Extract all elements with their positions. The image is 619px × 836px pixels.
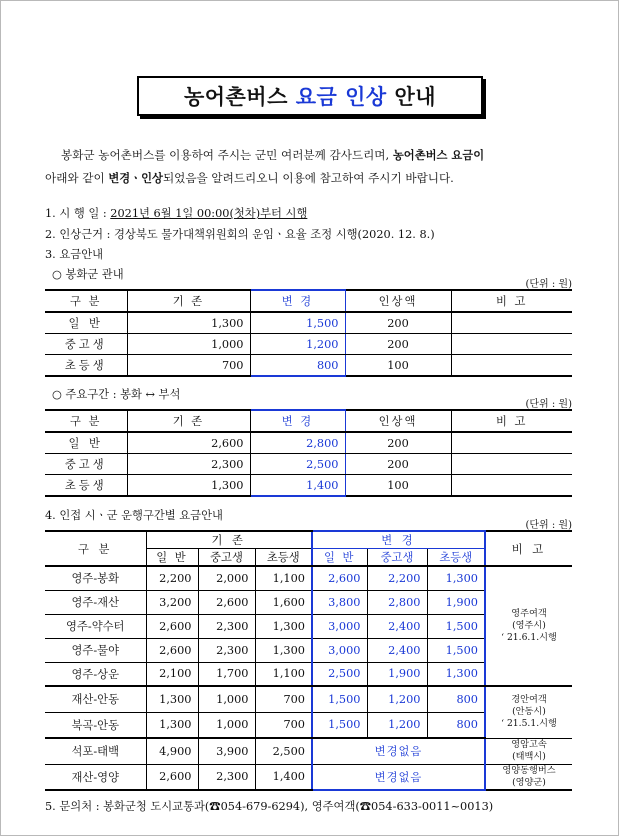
- unit-label: (단위 : 원): [525, 279, 572, 290]
- table-row: 재산-안동 1,300 1,000 700 1,500 1,200 800 경안여객 (안동시) ‘ 21.5.1.시행: [45, 686, 572, 712]
- page-title: 농어촌버스 요금 인상 안내: [137, 76, 483, 116]
- section-adjacent-routes: 4. 인접 시ㆍ군 운행구간별 요금안내: [45, 509, 223, 522]
- fare-table-adjacent: [45, 530, 572, 791]
- table-header: 구 분 기 존 변 경 인상액 비 고: [45, 410, 572, 432]
- table-row: 영주-물야 2,600 2,300 1,300 3,000 2,400 1,500: [45, 638, 572, 662]
- table-row: 영주-약수터 2,600 2,300 1,300 3,000 2,400 1,500: [45, 614, 572, 638]
- subsection-bonghwa: ○ 봉화군 관내: [52, 268, 124, 281]
- table-subheader: 일 반 중고생 초등생 일 반 중고생 초등생: [45, 549, 572, 567]
- note-taebaek: 영암고속 (태백시): [485, 738, 572, 764]
- note-andong: 경안여객 (안동시) ‘ 21.5.1.시행: [485, 686, 572, 738]
- table-header: 구 분 기 존 변 경 비 고: [45, 531, 572, 549]
- note-yeongju: 영주여객 (영주시) ‘ 21.6.1.시행: [485, 566, 572, 686]
- table-header: 구 분 기 존 변 경 인상액 비 고: [45, 290, 572, 312]
- table-row: 중고생 1,000 1,200 200: [45, 334, 572, 355]
- intro-paragraph: 봉화군 농어촌버스를 이용하여 주시는 군민 여러분께 감사드리며, 농어촌버스 요금이 아래와 같이 변경ㆍ인상되었음을 알려드리오니 이용에 참고하여 주시기 바랍니다.: [45, 148, 485, 185]
- unit-label: (단위 : 원): [525, 520, 572, 531]
- subsection-major-route: ○ 주요구간 : 봉화 ↔ 부석: [52, 388, 181, 401]
- note-yeongyang: 영양동행버스 (영양군): [485, 764, 572, 790]
- fare-table-major-route: [45, 409, 572, 497]
- table-row: 영주-재산 3,200 2,600 1,600 3,800 2,800 1,900: [45, 590, 572, 614]
- table-row: 영주-상운 2,100 1,700 1,100 2,500 1,900 1,300: [45, 662, 572, 686]
- table-row: 초등생 1,300 1,400 100: [45, 475, 572, 497]
- table-row: 석포-태백 4,900 3,900 2,500 변경없음 영암고속 (태백시): [45, 738, 572, 764]
- table-row: 북곡-안동 1,300 1,000 700 1,500 1,200 800: [45, 712, 572, 738]
- section-fare-guide: 3. 요금안내: [45, 248, 104, 261]
- contact-info: 5. 문의처 : 봉화군청 도시교통과(☎054-679-6294), 영주여객(☎054-633-0011~0013): [45, 800, 494, 813]
- increase-basis: 2. 인상근거 : 경상북도 물가대책위원회의 운임ㆍ요율 조정 시행(2020. 12. 8.): [45, 228, 435, 241]
- table-row: 일 반 2,600 2,800 200: [45, 432, 572, 454]
- unit-label: (단위 : 원): [525, 399, 572, 410]
- table-row: 초등생 700 800 100: [45, 355, 572, 377]
- table-row: 영주-봉화 2,200 2,000 1,100 2,600 2,200 1,300 영주여객 (영주시) ‘ 21.6.1.시행: [45, 566, 572, 590]
- table-row: 재산-영양 2,600 2,300 1,400 변경없음 영양동행버스 (영양군): [45, 764, 572, 790]
- effective-date: 1. 시 행 일 : 2021년 6월 1일 00:00(첫차)부터 시행: [45, 207, 308, 220]
- table-row: 중고생 2,300 2,500 200: [45, 454, 572, 475]
- table-row: 일 반 1,300 1,500 200: [45, 312, 572, 334]
- fare-table-bonghwa: [45, 289, 572, 377]
